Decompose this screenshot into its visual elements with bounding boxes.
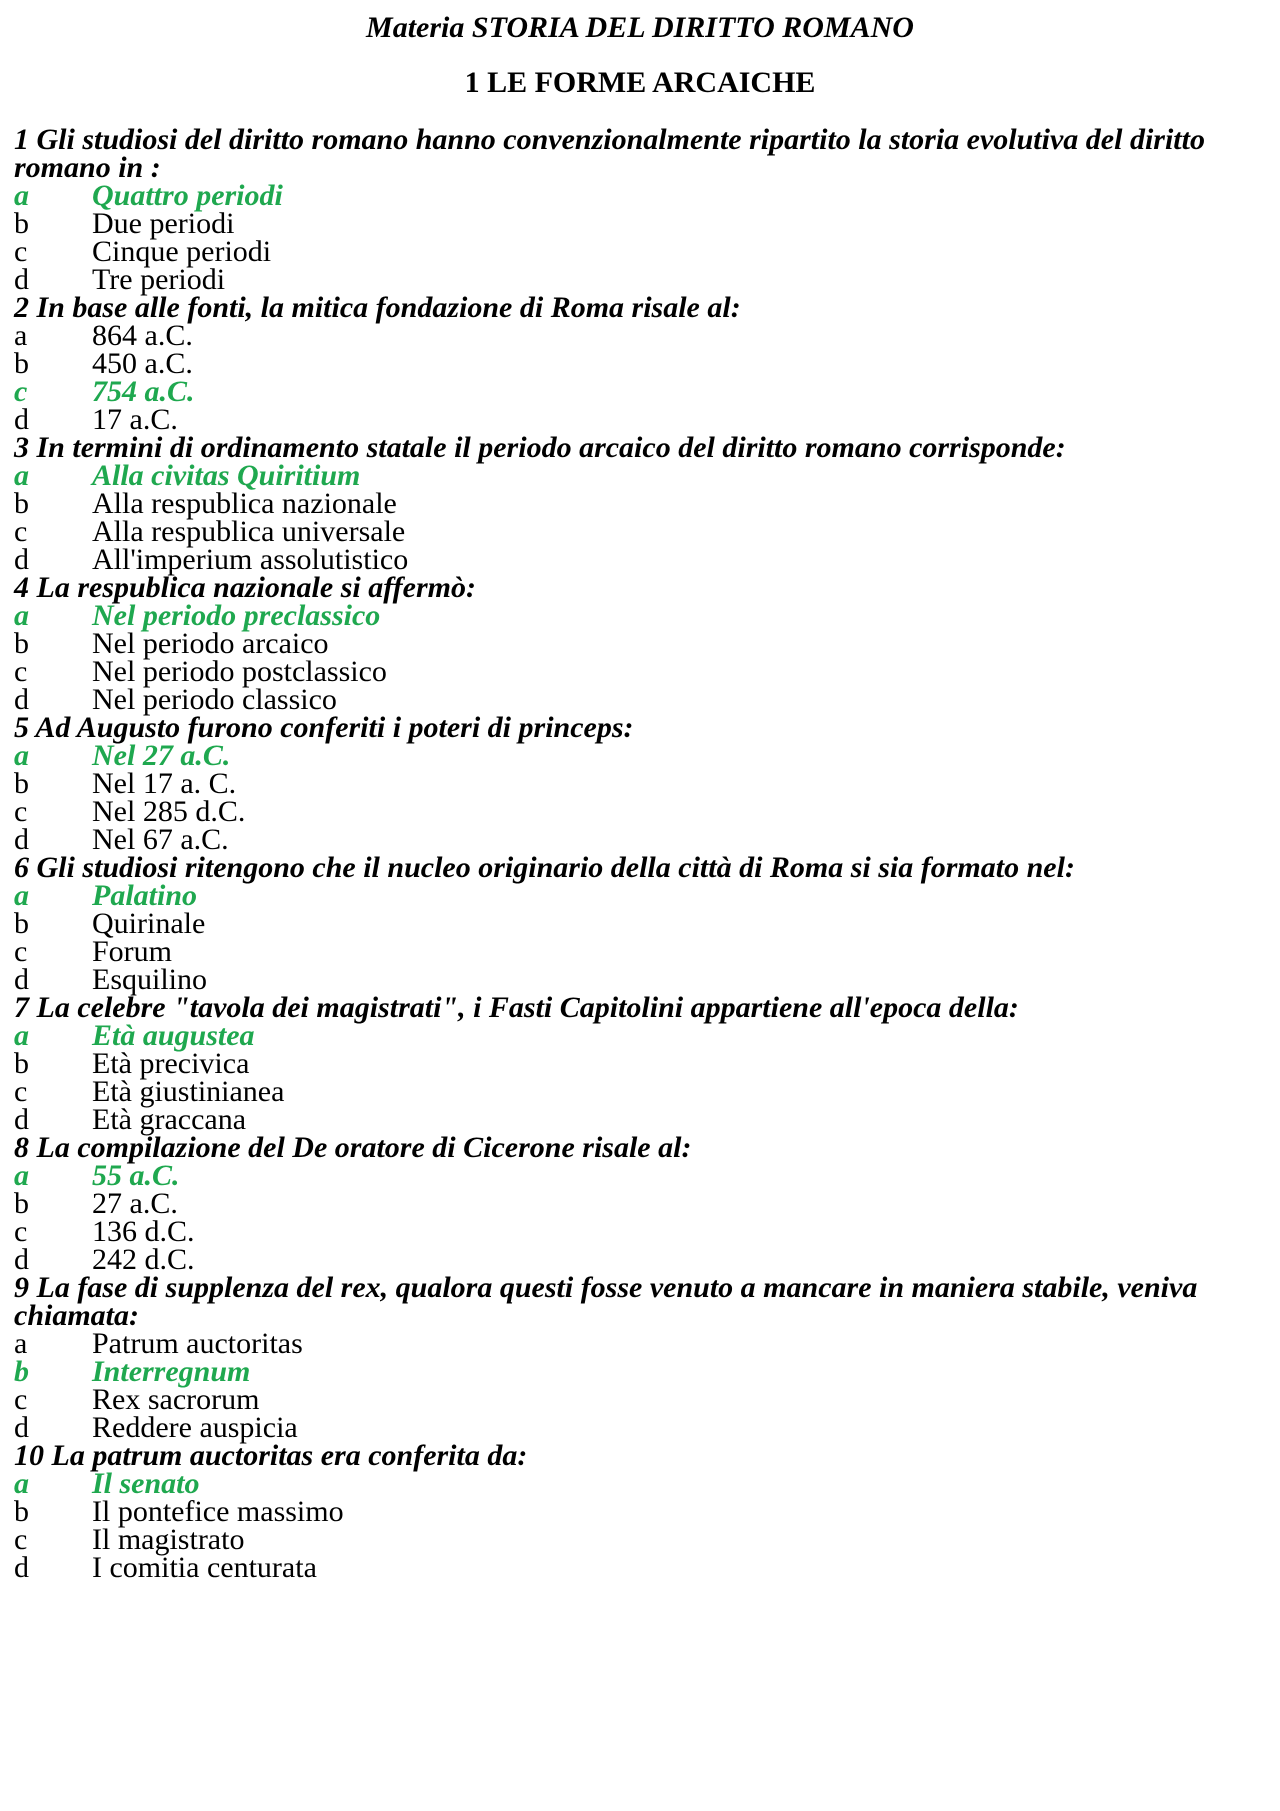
question-text: 3 In termini di ordinamento statale il periodo arcaico del diritto romano corrisponde: [14, 431, 1066, 464]
question-9 [14, 1271, 1254, 1444]
option-letter: b [14, 487, 29, 520]
question-3 [14, 431, 1254, 576]
option-text: Esquilino [92, 963, 208, 996]
option-text: Interregnum [92, 1355, 251, 1388]
option-text: Nel 285 d.C. [92, 795, 246, 828]
answer-option [14, 235, 1254, 268]
answer-option [14, 1551, 1254, 1584]
option-text: Età augustea [92, 1019, 255, 1052]
chapter-title: 1 LE FORME ARCAICHE [464, 66, 816, 99]
option-letter: c [14, 235, 28, 268]
answer-option [14, 1047, 1254, 1080]
option-text: Forum [92, 935, 173, 968]
option-letter: a [14, 1019, 29, 1052]
answer-options [14, 1019, 1254, 1136]
option-letter: c [14, 655, 28, 688]
answer-option-correct [14, 1467, 1254, 1500]
option-letter: c [14, 1075, 28, 1108]
option-letter: d [14, 963, 29, 996]
option-letter: b [14, 767, 29, 800]
subject-title: Materia STORIA DEL DIRITTO ROMANO [366, 11, 914, 44]
answer-options [14, 1327, 1254, 1444]
option-letter: c [14, 1215, 28, 1248]
answer-option [14, 403, 1254, 436]
option-text: 17 a.C. [92, 403, 178, 436]
answer-option [14, 1187, 1254, 1220]
question-8 [14, 1131, 1254, 1276]
option-text: Età graccana [92, 1103, 247, 1136]
option-text: Rex sacrorum [92, 1383, 260, 1416]
answer-option [14, 935, 1254, 968]
option-text: 450 a.C. [92, 347, 193, 380]
option-letter: c [14, 1383, 28, 1416]
answer-option [14, 1075, 1254, 1108]
question-4 [14, 571, 1254, 716]
option-letter: b [14, 1355, 29, 1388]
question-10 [14, 1439, 1254, 1584]
question-text: 10 La patrum auctoritas era conferita da: [14, 1439, 528, 1472]
answer-options [14, 879, 1254, 996]
answer-option-correct [14, 599, 1254, 632]
option-letter: b [14, 207, 29, 240]
option-letter: d [14, 823, 29, 856]
question-text: 4 La respublica nazionale si affermò: [14, 571, 476, 604]
question-5 [14, 711, 1254, 856]
option-text: Nel 67 a.C. [92, 823, 229, 856]
option-letter: d [14, 1411, 29, 1444]
answer-option-correct [14, 375, 1254, 408]
option-text: Il pontefice massimo [92, 1495, 344, 1528]
option-letter: a [14, 739, 29, 772]
answer-options [14, 1159, 1254, 1276]
option-text: 55 a.C. [92, 1159, 180, 1192]
option-letter: c [14, 375, 28, 408]
option-letter: d [14, 1551, 29, 1584]
answer-option [14, 627, 1254, 660]
option-text: Tre periodi [92, 263, 226, 296]
option-letter: b [14, 1187, 29, 1220]
answer-options [14, 459, 1254, 576]
option-letter: a [14, 1159, 29, 1192]
answer-option [14, 515, 1254, 548]
option-letter: c [14, 795, 28, 828]
option-text: Cinque periodi [92, 235, 272, 268]
option-text: 27 a.C. [92, 1187, 178, 1220]
question-text: 5 Ad Augusto furono conferiti i poteri di princeps: [14, 711, 634, 744]
question-list [14, 123, 1254, 1584]
answer-option [14, 1103, 1254, 1136]
option-letter: a [14, 599, 29, 632]
question-text: 6 Gli studiosi ritengono che il nucleo originario della città di Roma si sia formato nel: [14, 851, 1075, 884]
answer-option [14, 767, 1254, 800]
option-letter: d [14, 1103, 29, 1136]
answer-option [14, 795, 1254, 828]
answer-options [14, 1467, 1254, 1584]
option-text: Alla respublica universale [92, 515, 406, 548]
option-text: Età precivica [92, 1047, 250, 1080]
answer-option [14, 1523, 1254, 1556]
option-text: Nel periodo preclassico [92, 599, 381, 632]
answer-option [14, 1215, 1254, 1248]
answer-option [14, 1243, 1254, 1276]
question-text: 8 La compilazione del De oratore di Cicerone risale al: [14, 1131, 692, 1164]
option-text: Nel 27 a.C. [92, 739, 231, 772]
option-letter: a [14, 1467, 29, 1500]
answer-option-correct [14, 739, 1254, 772]
question-6 [14, 851, 1254, 996]
option-letter: c [14, 1523, 28, 1556]
option-text: Patrum auctoritas [92, 1327, 303, 1360]
answer-option [14, 907, 1254, 940]
option-letter: a [14, 1327, 28, 1360]
question-text: 2 In base alle fonti, la mitica fondazione di Roma risale al: [14, 291, 741, 324]
answer-option-correct [14, 1355, 1254, 1388]
option-letter: b [14, 1047, 29, 1080]
option-text: Il senato [92, 1467, 200, 1500]
answer-option [14, 319, 1254, 352]
option-letter: c [14, 515, 28, 548]
question-7 [14, 991, 1254, 1136]
option-letter: d [14, 1243, 29, 1276]
answer-option-correct [14, 459, 1254, 492]
answer-option-correct [14, 1159, 1254, 1192]
option-letter: d [14, 683, 29, 716]
option-text: All'imperium assolutistico [92, 543, 409, 576]
option-letter: b [14, 907, 29, 940]
answer-options [14, 739, 1254, 856]
option-text: Il magistrato [92, 1523, 245, 1556]
question-text: 1 Gli studiosi del diritto romano hanno convenzionalmente ripartito la storia evolutiva del diritto romano in : [14, 123, 1205, 184]
option-text: Nel periodo classico [92, 683, 337, 716]
answer-option [14, 1495, 1254, 1528]
question-1 [14, 123, 1254, 296]
answer-option [14, 347, 1254, 380]
answer-option [14, 683, 1254, 716]
option-text: Reddere auspicia [92, 1411, 298, 1444]
answer-options [14, 179, 1254, 296]
question-text: 7 La celebre "tavola dei magistrati", i Fasti Capitolini appartiene all'epoca della: [14, 991, 1019, 1024]
option-text: Alla respublica nazionale [92, 487, 397, 520]
option-letter: d [14, 263, 29, 296]
option-text: 864 a.C. [92, 319, 193, 352]
option-letter: d [14, 543, 29, 576]
option-text: Quirinale [92, 907, 206, 940]
option-letter: b [14, 1495, 29, 1528]
question-2 [14, 291, 1254, 436]
option-letter: b [14, 347, 29, 380]
option-letter: d [14, 403, 29, 436]
option-text: I comitia centurata [92, 1551, 317, 1584]
answer-option-correct [14, 879, 1254, 912]
answer-option [14, 1327, 1254, 1360]
option-text: Due periodi [92, 207, 235, 240]
answer-options [14, 319, 1254, 436]
answer-option [14, 487, 1254, 520]
answer-option [14, 207, 1254, 240]
option-letter: a [14, 179, 29, 212]
answer-option [14, 655, 1254, 688]
option-text: 242 d.C. [92, 1243, 195, 1276]
answer-option-correct [14, 1019, 1254, 1052]
option-letter: a [14, 879, 29, 912]
answer-option [14, 263, 1254, 296]
answer-option [14, 1411, 1254, 1444]
answer-options [14, 599, 1254, 716]
option-text: Quattro periodi [92, 179, 283, 212]
option-text: 754 a.C. [92, 375, 195, 408]
option-letter: a [14, 459, 29, 492]
option-text: Alla civitas Quiritium [92, 459, 361, 492]
answer-option [14, 1383, 1254, 1416]
answer-option [14, 823, 1254, 856]
option-text: 136 d.C. [92, 1215, 195, 1248]
answer-option [14, 543, 1254, 576]
answer-option [14, 963, 1254, 996]
question-text: 9 La fase di supplenza del rex, qualora questi fosse venuto a mancare in maniera stabile, veniva chiamata: [14, 1271, 1198, 1332]
option-letter: b [14, 627, 29, 660]
option-text: Nel periodo postclassico [92, 655, 387, 688]
option-text: Nel periodo arcaico [92, 627, 329, 660]
option-text: Età giustinianea [92, 1075, 285, 1108]
option-letter: a [14, 319, 28, 352]
option-letter: c [14, 935, 28, 968]
option-text: Palatino [92, 879, 198, 912]
option-text: Nel 17 a. C. [92, 767, 237, 800]
answer-option-correct [14, 179, 1254, 212]
